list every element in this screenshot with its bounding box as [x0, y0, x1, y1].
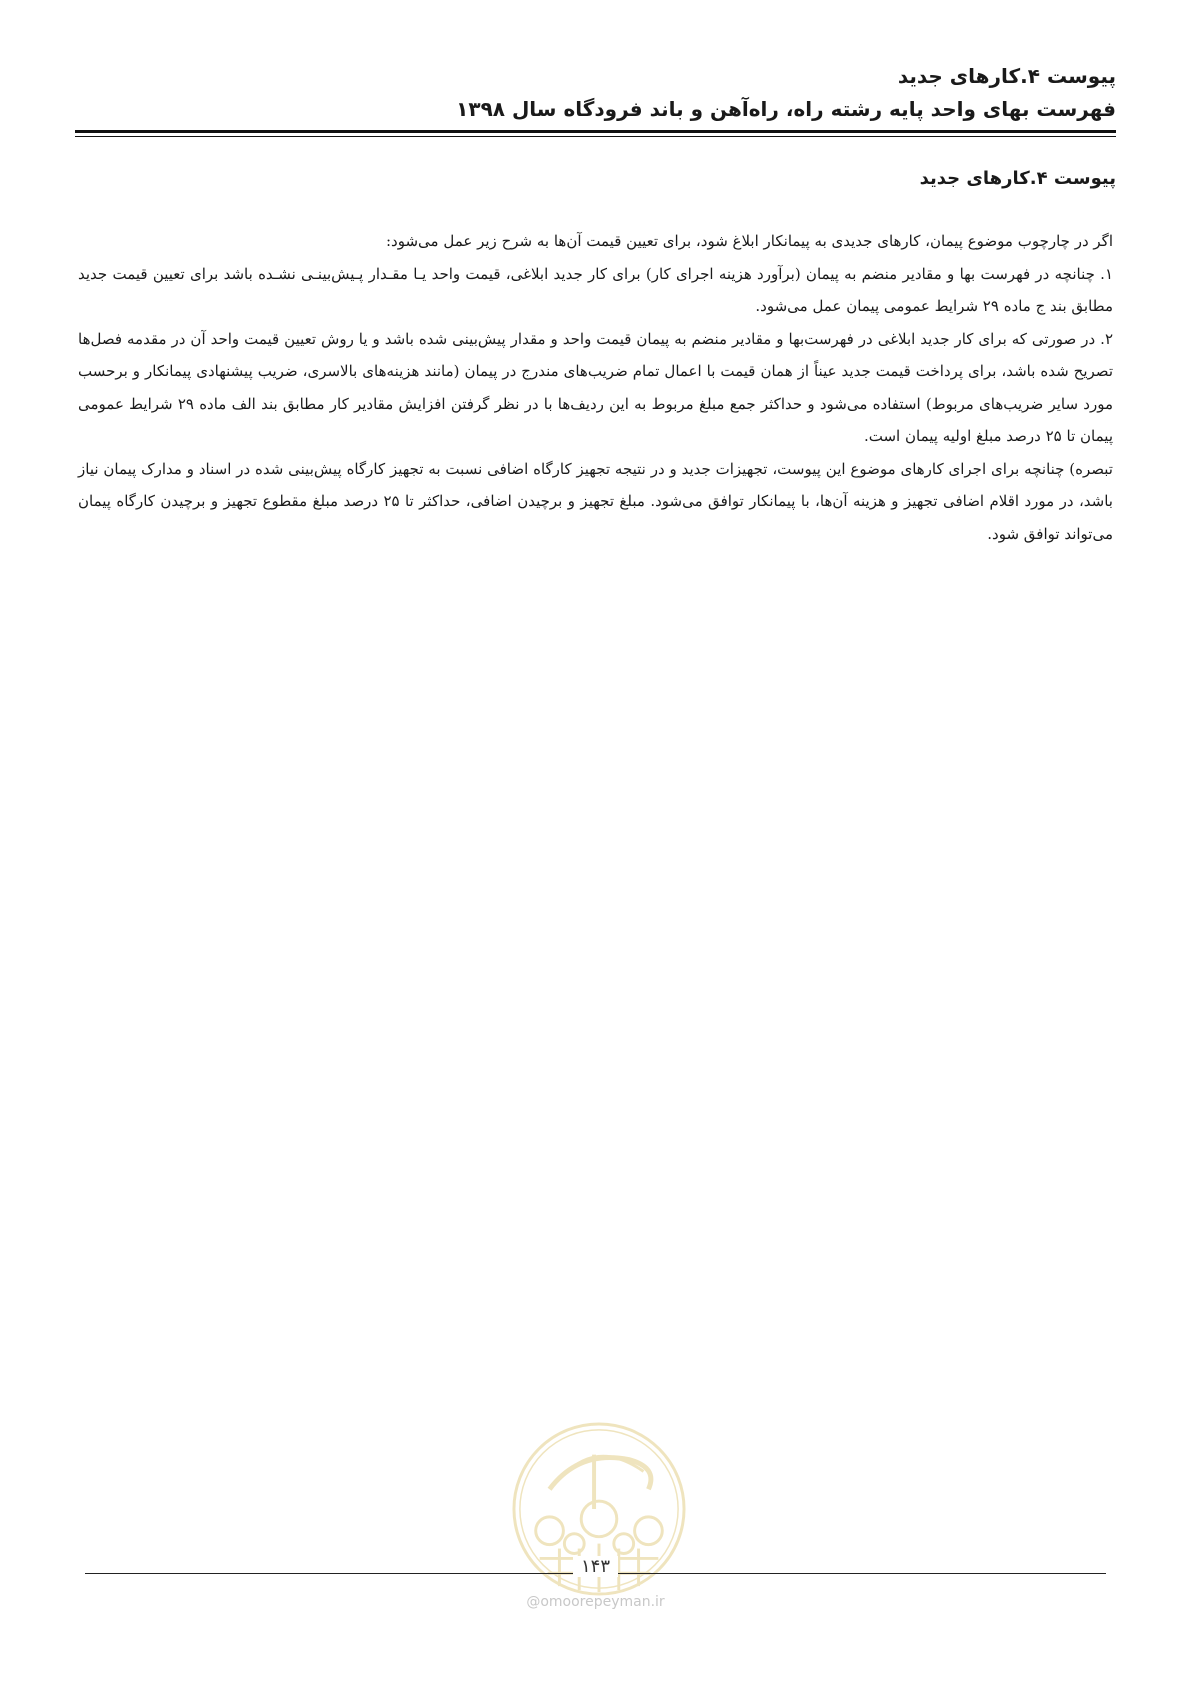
page-header — [75, 60, 1116, 126]
paragraph-note: تبصره) چنانچه برای اجرای کارهای موضوع این پیوست، تجهیزات جدید و در نتیجه تجهیز کارگاه اضافی نسبت به تجهیز کارگاه پیش‌بینی شده در اسناد و مدارک پیمان نیاز باشد، در مورد اقلام اضافی تجهیز و هزینه آن‌ها، با پیمانکار توافق می‌شود. مبلغ تجهیز و برچیدن اضافی، حداکثر تا ۲۵ درصد مبلغ مقطوع تجهیز و برچیدن کارگاه پیمان می‌تواند توافق شود. — [78, 459, 1113, 543]
header-divider-thick — [75, 130, 1116, 133]
paragraph-item-1: ۱. چنانچه در فهرست بها و مقادیر منضم به پیمان (برآورد هزینه اجرای کار) برای کار جدید ابلاغی، قیمت واحد یـا مقـدار پـیش‌بینـی نشـده باشد برای تعیین قیمت جدید مطابق بند ج ماده ۲۹ شرایط عمومی پیمان عمل می‌شود. — [78, 264, 1113, 315]
section-title: پیوست ۴.کارهای جدید — [919, 168, 1116, 189]
page-number-value: ۱۴۳ — [573, 1556, 618, 1577]
header-divider-thin — [75, 136, 1116, 137]
paragraph-item-2: ۲. در صورتی که برای کار جدید ابلاغی در فهرست‌بها و مقادیر منضم به پیمان قیمت واحد و مقدار پیش‌بینی شده باشد و یا روش تعیین قیمت واحد آن در مقدمه فصل‌ها تصریح شده باشد، برای پرداخت قیمت جدید عیناً از همان قیمت با اعمال تمام ضریب‌های مندرج در پیمان (مانند هزینه‌های بالاسری، ضریب پیشنهادی پیمانکار و برحسب مورد سایر ضریب‌های مربوط) استفاده می‌شود و حداکثر جمع مبلغ مربوط به این ردیف‌ها با در نظر گرفتن افزایش مقادیر کار مطابق بند الف ماده ۲۹ شرایط عمومی پیمان تا ۲۵ درصد مبلغ اولیه پیمان است. — [78, 329, 1113, 445]
document-header-subtitle: فهرست بهای واحد پایه رشته راه، راه‌آهن و باند فرودگاه سال ۱۳۹۸ — [456, 97, 1116, 121]
paragraph-intro: اگر در چارچوب موضوع پیمان، کارهای جدیدی به پیمانکار ابلاغ شود، برای تعیین قیمت آن‌ها به شرح زیر عمل می‌شود: — [386, 232, 1113, 250]
page-number — [0, 1556, 1191, 1577]
body-text — [78, 225, 1113, 550]
website-watermark: @omoorepeyman.ir — [526, 1594, 665, 1610]
appendix-header-title: پیوست ۴.کارهای جدید — [897, 64, 1116, 88]
